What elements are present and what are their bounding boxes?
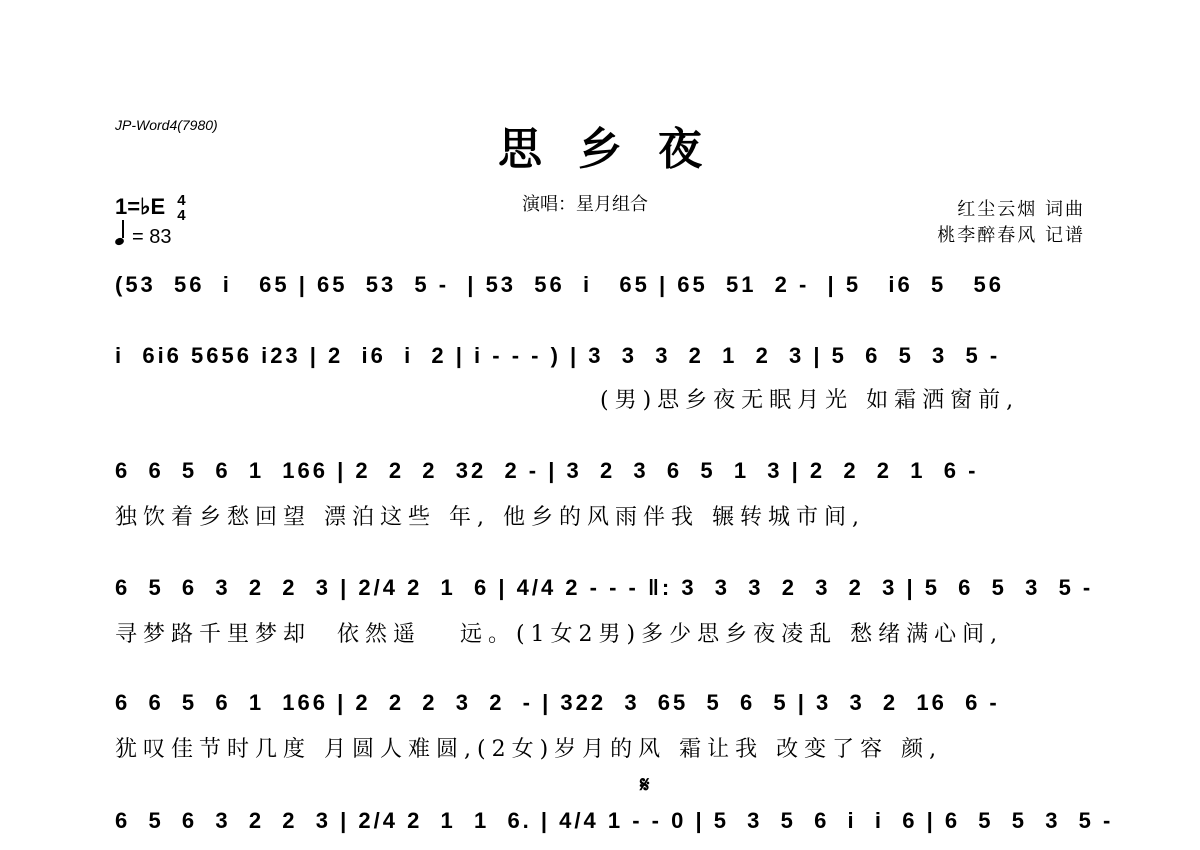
tempo-value: = 83 [132,226,172,248]
quarter-note-icon [114,237,125,247]
source-label: JP-Word4(7980) [115,117,218,133]
song-title: 思乡夜 [498,124,738,175]
lyrics-line: 寻梦路千里梦却 依然遥 远。(1女2男)多少思乡夜凌乱 愁绪满心间, [115,622,1004,647]
lyrics-credit: 红尘云烟 词曲 [957,199,1085,220]
notation-line: i 6i6 5656 i23 | 2 i6 i 2 | i - - - ) | 3 3 3 2 1 2 3 | 5 6 5 3 5 - [115,343,1001,368]
tempo-marking [115,225,171,249]
score-credit: 桃李醉春风 记谱 [937,225,1085,246]
notation-line: 6 6 5 6 1 166 | 2 2 2 3 2 - | 322 3 65 5 6 5 | 3 3 2 16 6 - [115,690,1000,715]
lyrics-line: 犹叹佳节时几度 月圆人难圆,(2女)岁月的风 霜让我 改变了容 颜, [115,737,943,762]
time-top: 4 [177,192,186,209]
lyrics-line: 独饮着乡愁回望 漂泊这些 年, 他乡的风雨伴我 辗转城市间, [115,505,865,530]
singer-credit: 演唱：星月组合 [522,194,648,215]
key-label: 1=♭E [115,193,166,219]
notation-line: (53 56 i 65 | 65 53 5 - | 53 56 i 65 | 65 51 2 - | 5 i6 5 56 [115,272,1005,297]
time-bottom: 4 [177,207,186,224]
time-signature [177,193,185,223]
notation-line: 6 5 6 3 2 2 3 | 2/4 2 1 6 | 4/4 2 - - - ‖: 3 3 3 2 3 2 3 | 5 6 5 3 5 - [115,575,1094,600]
notation-line: 6 5 6 3 2 2 3 | 2/4 2 1 1 6. | 4/4 1 - - 0 | 5 3 5 6 i i 6 | 6 5 5 3 5 - [115,808,1114,833]
notation-line: 6 6 5 6 1 166 | 2 2 2 32 2 - | 3 2 3 6 5 1 3 | 2 2 2 1 6 - [115,458,979,483]
key-signature [115,193,186,223]
segno-sign: 𝄋 [640,773,650,798]
lyrics-line: (男)思乡夜无眠月光 如霜洒窗前, [600,388,1020,413]
